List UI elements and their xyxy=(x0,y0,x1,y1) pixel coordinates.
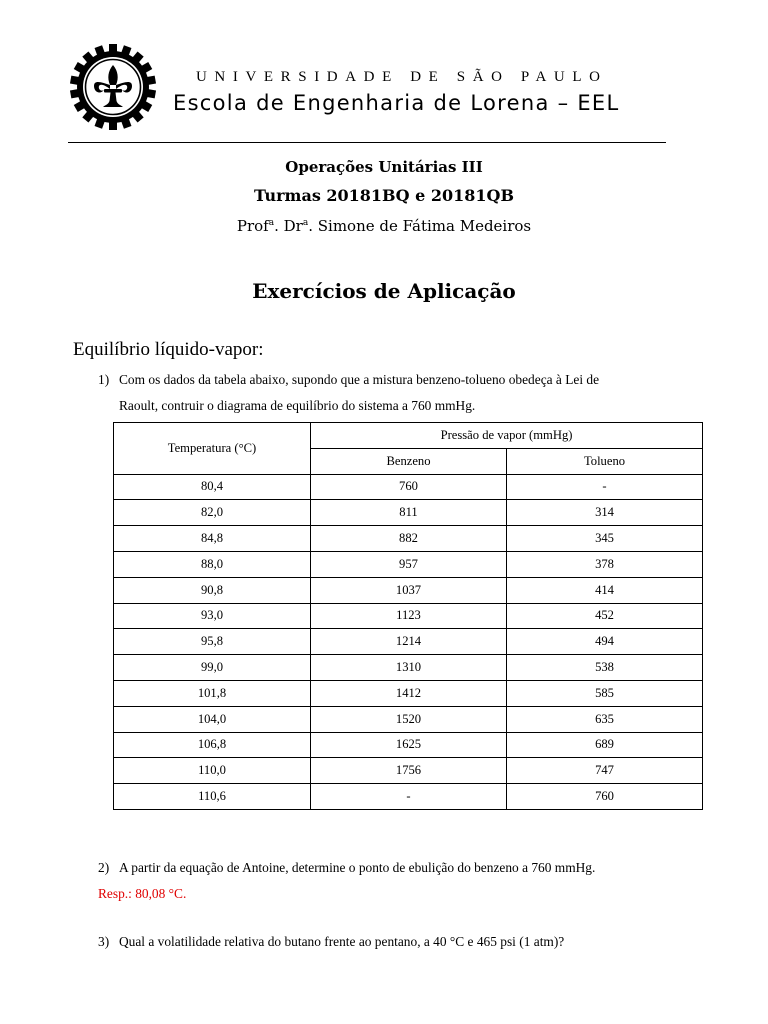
university-name: UNIVERSIDADE DE SÃO PAULO xyxy=(196,69,608,85)
question-3-text: Qual a volatilidade relativa do butano frente ao pentano, a 40 °C e 465 psi (1 atm)? xyxy=(119,934,565,949)
cell-toluene: 414 xyxy=(507,577,703,603)
cell-toluene: 314 xyxy=(507,500,703,526)
question-2-number: 2) xyxy=(98,860,110,875)
cell-benzene: 1214 xyxy=(311,629,507,655)
table-row xyxy=(114,758,703,784)
cell-temperature: 101,8 xyxy=(114,680,311,706)
professor-title: . Dr xyxy=(274,217,303,235)
cell-temperature: 110,0 xyxy=(114,758,311,784)
cell-temperature: 80,4 xyxy=(114,474,311,500)
cell-toluene: 452 xyxy=(507,603,703,629)
table-row xyxy=(114,655,703,681)
cell-benzene: 1412 xyxy=(311,680,507,706)
table-row xyxy=(114,603,703,629)
cell-benzene: 1520 xyxy=(311,706,507,732)
professor-line xyxy=(0,217,768,235)
cell-benzene: 1625 xyxy=(311,732,507,758)
table-header-row xyxy=(114,423,703,449)
cell-toluene: 689 xyxy=(507,732,703,758)
school-name: Escola de Engenharia de Lorena – EEL xyxy=(173,91,620,115)
question-2-text: A partir da equação de Antoine, determine o ponto de ebulição do benzeno a 760 mmHg. xyxy=(119,860,596,875)
cell-temperature: 104,0 xyxy=(114,706,311,732)
question-1-line-2: Raoult, contruir o diagrama de equilíbrio do sistema a 760 mmHg. xyxy=(119,398,476,413)
vapor-pressure-table xyxy=(113,422,703,810)
table-row xyxy=(114,784,703,810)
table-row xyxy=(114,500,703,526)
header-vapor-pressure: Pressão de vapor (mmHg) xyxy=(311,423,703,449)
table-row xyxy=(114,526,703,552)
question-2-answer: Resp.: 80,08 °C. xyxy=(98,886,187,901)
table-row xyxy=(114,629,703,655)
section-heading: Equilíbrio líquido-vapor: xyxy=(73,339,264,360)
header-toluene: Tolueno xyxy=(507,448,703,474)
cell-benzene: - xyxy=(311,784,507,810)
question-1-line-1 xyxy=(98,372,599,388)
cell-temperature: 99,0 xyxy=(114,655,311,681)
cell-toluene: 378 xyxy=(507,551,703,577)
cell-temperature: 110,6 xyxy=(114,784,311,810)
table-row xyxy=(114,474,703,500)
cell-toluene: 747 xyxy=(507,758,703,784)
header-benzene: Benzeno xyxy=(311,448,507,474)
course-name: Operações Unitárias III xyxy=(285,158,483,176)
cell-temperature: 82,0 xyxy=(114,500,311,526)
professor-prefix-sup: a xyxy=(268,218,275,228)
table-row xyxy=(114,577,703,603)
professor-name: . Simone de Fátima Medeiros xyxy=(308,217,532,235)
question-2 xyxy=(98,860,595,876)
header-temperature: Temperatura (°C) xyxy=(114,423,311,475)
cell-toluene: 585 xyxy=(507,680,703,706)
question-1-text: Com os dados da tabela abaixo, supondo que a mistura benzeno-tolueno obedeça à Lei de xyxy=(119,372,600,387)
cell-temperature: 93,0 xyxy=(114,603,311,629)
university-logo-icon xyxy=(70,40,156,134)
cell-toluene: 760 xyxy=(507,784,703,810)
professor-title-sup: a xyxy=(302,218,309,228)
cell-benzene: 1037 xyxy=(311,577,507,603)
cell-toluene: 635 xyxy=(507,706,703,732)
professor-prefix: Prof xyxy=(236,217,269,235)
question-3 xyxy=(98,934,564,950)
table-row xyxy=(114,680,703,706)
table-row xyxy=(114,732,703,758)
cell-benzene: 811 xyxy=(311,500,507,526)
cell-benzene: 957 xyxy=(311,551,507,577)
cell-toluene: 538 xyxy=(507,655,703,681)
cell-temperature: 106,8 xyxy=(114,732,311,758)
cell-benzene: 1310 xyxy=(311,655,507,681)
question-3-number: 3) xyxy=(98,934,110,949)
cell-benzene: 1756 xyxy=(311,758,507,784)
cell-temperature: 95,8 xyxy=(114,629,311,655)
cell-benzene: 760 xyxy=(311,474,507,500)
cell-toluene: 494 xyxy=(507,629,703,655)
cell-benzene: 1123 xyxy=(311,603,507,629)
table-row xyxy=(114,706,703,732)
cell-temperature: 84,8 xyxy=(114,526,311,552)
cell-toluene: - xyxy=(507,474,703,500)
question-1-number: 1) xyxy=(98,372,110,387)
cell-temperature: 88,0 xyxy=(114,551,311,577)
cell-toluene: 345 xyxy=(507,526,703,552)
course-classes: Turmas 20181BQ e 20181QB xyxy=(254,186,514,205)
cell-temperature: 90,8 xyxy=(114,577,311,603)
cell-benzene: 882 xyxy=(311,526,507,552)
document-title: Exercícios de Aplicação xyxy=(252,279,516,303)
table-row xyxy=(114,551,703,577)
header-divider xyxy=(68,142,666,143)
